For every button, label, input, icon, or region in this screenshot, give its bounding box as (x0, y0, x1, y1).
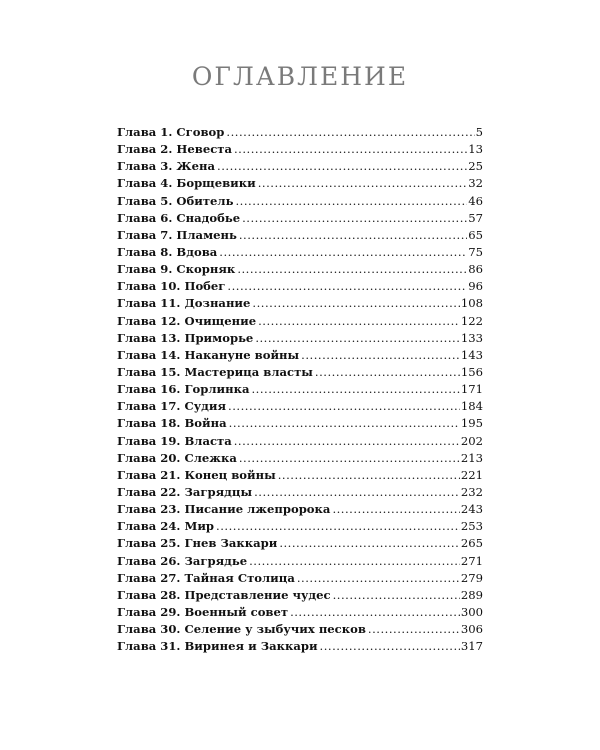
toc-entry[interactable] (117, 210, 483, 227)
page-number: 5 (475, 125, 483, 139)
page-number: 75 (468, 244, 483, 259)
page-number: 243 (460, 502, 483, 517)
chapter-title: Глава 8. Вдова (117, 244, 218, 259)
page-number: 265 (460, 536, 483, 551)
dot-leader (258, 175, 468, 192)
toc-entry[interactable] (117, 364, 483, 381)
dot-leader (278, 467, 460, 484)
page-number: 279 (460, 570, 483, 585)
chapter-title: Глава 28. Представление чудес (117, 587, 331, 602)
toc-entry[interactable] (117, 244, 483, 261)
chapter-title: Глава 19. Власта (117, 433, 232, 448)
chapter-title: Глава 30. Селение у зыбучих песков (117, 622, 366, 637)
dot-leader (227, 278, 467, 295)
page-number: 289 (460, 587, 483, 602)
page-number: 25 (468, 159, 483, 174)
dot-leader (290, 604, 460, 621)
page-number: 306 (460, 622, 483, 637)
chapter-title: Глава 23. Писание лжепророка (117, 502, 331, 517)
chapter-title: Глава 3. Жена (117, 159, 216, 174)
toc-entry[interactable] (117, 501, 483, 518)
chapter-title: Глава 29. Военный совет (117, 604, 289, 619)
chapter-title: Глава 26. Загрядье (117, 553, 248, 568)
toc-entry[interactable] (117, 604, 483, 621)
page-number: 202 (460, 433, 483, 448)
chapter-title: Глава 1. Сговор (117, 125, 225, 139)
toc-entry[interactable] (117, 415, 483, 432)
chapter-title: Глава 31. Виринея и Заккари (117, 639, 318, 654)
dot-leader (219, 244, 467, 261)
toc-entry[interactable] (117, 227, 483, 244)
toc-entry[interactable] (117, 535, 483, 552)
page-number: 143 (460, 347, 483, 362)
dot-leader (297, 570, 460, 587)
chapter-title: Глава 2. Невеста (117, 142, 232, 157)
dot-leader (217, 158, 467, 175)
dot-leader (249, 553, 460, 570)
toc-entry[interactable] (117, 484, 483, 501)
toc-entry[interactable] (117, 124, 483, 141)
toc-entry[interactable] (117, 175, 483, 192)
dot-leader (315, 364, 460, 381)
dot-leader (228, 398, 460, 415)
chapter-title: Глава 15. Мастерица власты (117, 364, 313, 379)
page-number: 65 (468, 227, 483, 242)
chapter-title: Глава 6. Снадобье (117, 210, 241, 225)
page-number: 32 (468, 176, 483, 191)
dot-leader (252, 381, 460, 398)
chapter-title: Глава 14. Накануне войны (117, 347, 300, 362)
page-title: ОГЛАВЛЕНИЕ (191, 62, 409, 91)
dot-leader (333, 587, 460, 604)
dot-leader (279, 535, 460, 552)
chapter-title: Глава 21. Конец войны (117, 467, 276, 482)
chapter-title: Глава 9. Скорняк (117, 262, 236, 277)
page-number: 13 (468, 142, 483, 157)
page-number: 317 (460, 639, 483, 654)
dot-leader (320, 638, 460, 655)
dot-leader (234, 141, 467, 158)
dot-leader (255, 330, 460, 347)
chapter-title: Глава 10. Побег (117, 279, 226, 294)
dot-leader (226, 124, 474, 141)
toc-entry[interactable] (117, 158, 483, 175)
dot-leader (239, 450, 460, 467)
chapter-title: Глава 25. Гнев Заккари (117, 536, 278, 551)
dot-leader (216, 518, 460, 535)
page-number: 171 (460, 382, 483, 397)
toc-entry[interactable] (117, 570, 483, 587)
toc-entry[interactable] (117, 141, 483, 158)
chapter-title: Глава 4. Борщевики (117, 176, 256, 191)
chapter-title: Глава 27. Тайная Столица (117, 570, 295, 585)
toc-entry[interactable] (117, 621, 483, 638)
page-number: 133 (460, 330, 483, 345)
page-number: 253 (460, 519, 483, 534)
toc-entry[interactable] (117, 553, 483, 570)
page-number: 96 (468, 279, 483, 294)
chapter-title: Глава 17. Судия (117, 399, 227, 414)
dot-leader (252, 295, 459, 312)
toc-entry[interactable] (117, 278, 483, 295)
dot-leader (242, 210, 467, 227)
toc-entry[interactable] (117, 313, 483, 330)
toc-entry[interactable] (117, 295, 483, 312)
page-number: 195 (460, 416, 483, 431)
dot-leader (301, 347, 460, 364)
chapter-title: Глава 5. Обитель (117, 193, 234, 208)
dot-leader (254, 484, 460, 501)
page-number: 122 (460, 313, 483, 328)
toc-entry[interactable] (117, 398, 483, 415)
toc-entry[interactable] (117, 467, 483, 484)
page-number: 184 (460, 399, 483, 414)
page-number: 86 (468, 262, 483, 277)
chapter-title: Глава 24. Мир (117, 519, 215, 534)
chapter-title: Глава 12. Очищение (117, 313, 257, 328)
dot-leader (237, 261, 467, 278)
dot-leader (332, 501, 459, 518)
chapter-title: Глава 13. Приморье (117, 330, 254, 345)
page-number: 232 (460, 484, 483, 499)
toc-entry[interactable] (117, 433, 483, 450)
toc-entry[interactable] (117, 638, 483, 655)
toc-entry[interactable] (117, 381, 483, 398)
page-number: 57 (468, 210, 483, 225)
page-number: 46 (468, 193, 483, 208)
dot-leader (239, 227, 467, 244)
table-of-contents (117, 124, 483, 655)
toc-entry[interactable] (117, 330, 483, 347)
chapter-title: Глава 18. Война (117, 416, 227, 431)
page-number: 156 (460, 364, 483, 379)
toc-entry[interactable] (117, 450, 483, 467)
dot-leader (368, 621, 460, 638)
toc-entry[interactable] (117, 261, 483, 278)
toc-entry[interactable] (117, 347, 483, 364)
chapter-title: Глава 16. Горлинка (117, 382, 250, 397)
dot-leader (258, 313, 460, 330)
dot-leader (235, 193, 467, 210)
page-number: 271 (460, 553, 483, 568)
chapter-title: Глава 20. Слежка (117, 450, 237, 465)
page-number: 221 (460, 467, 483, 482)
page-number: 108 (460, 296, 483, 311)
dot-leader (234, 433, 460, 450)
chapter-title: Глава 7. Пламень (117, 227, 237, 242)
toc-entry[interactable] (117, 587, 483, 604)
page-number: 213 (460, 450, 483, 465)
dot-leader (229, 415, 460, 432)
toc-entry[interactable] (117, 193, 483, 210)
toc-entry[interactable] (117, 518, 483, 535)
chapter-title: Глава 22. Загрядцы (117, 484, 253, 499)
chapter-title: Глава 11. Дознание (117, 296, 251, 311)
page-number: 300 (460, 604, 483, 619)
